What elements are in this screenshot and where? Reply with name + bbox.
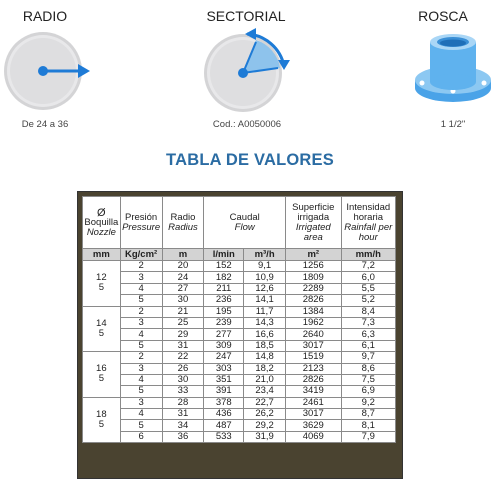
- header-pressure: [120, 197, 162, 249]
- table-cell: 26,2: [244, 409, 286, 420]
- table-cell: 152: [204, 261, 244, 272]
- table-cell: 1384: [286, 306, 341, 317]
- header-nozzle-es: Boquilla: [84, 216, 119, 228]
- table-cell: 8,7: [341, 409, 396, 420]
- table-cell: 31: [162, 409, 204, 420]
- table-cell: 3017: [286, 409, 341, 420]
- sector-icon: [198, 28, 298, 118]
- table-cell: 1809: [286, 272, 341, 283]
- values-table: [82, 196, 396, 443]
- header-area-en: Irrigated area: [295, 221, 331, 243]
- table-cell: 236: [204, 295, 244, 306]
- table-cell: 3: [120, 317, 162, 328]
- table-title: TABLA DE VALORES: [166, 151, 334, 169]
- table-cell: 4: [120, 374, 162, 385]
- table-cell: 33: [162, 386, 204, 397]
- table-cell: 5: [120, 386, 162, 397]
- table-cell: 14,1: [244, 295, 286, 306]
- table-cell: 34: [162, 420, 204, 431]
- table-cell: 2461: [286, 397, 341, 408]
- table-row: [83, 363, 396, 374]
- nozzle-cell: 12 5: [83, 261, 121, 307]
- table-row: [83, 340, 396, 351]
- table-cell: 6,3: [341, 329, 396, 340]
- table-cell: 29: [162, 329, 204, 340]
- table-cell: 6: [120, 431, 162, 442]
- table-cell: 3: [120, 363, 162, 374]
- rosca-title: ROSCA: [418, 8, 468, 24]
- header-pressure-es: Presión: [124, 211, 158, 223]
- table-cell: 23,4: [244, 386, 286, 397]
- table-cell: 4: [120, 409, 162, 420]
- header-nozzle-en: Nozzle: [86, 226, 116, 238]
- table-cell: 2123: [286, 363, 341, 374]
- header-row: [83, 197, 396, 249]
- table-row: [83, 261, 396, 272]
- header-pressure-en: Pressure: [122, 221, 161, 233]
- table-cell: 5,5: [341, 283, 396, 294]
- unit-cell: l/min: [204, 249, 244, 261]
- table-cell: 14,8: [244, 352, 286, 363]
- nozzle-cell: 18 5: [83, 397, 121, 443]
- header-nozzle: [83, 197, 121, 249]
- table-cell: 3419: [286, 386, 341, 397]
- table-cell: 6,9: [341, 386, 396, 397]
- thread-fitting-icon: [408, 28, 498, 118]
- table-row: [83, 306, 396, 317]
- table-row: [83, 272, 396, 283]
- units-row: [83, 249, 396, 261]
- table-cell: 1256: [286, 261, 341, 272]
- table-cell: 36: [162, 431, 204, 442]
- table-cell: 22,7: [244, 397, 286, 408]
- table-cell: 303: [204, 363, 244, 374]
- sectorial-caption: Cod.: A0050006: [212, 119, 282, 130]
- table-cell: 3: [120, 272, 162, 283]
- table-cell: 22: [162, 352, 204, 363]
- table-cell: 4: [120, 283, 162, 294]
- table-cell: 27: [162, 283, 204, 294]
- radio-caption: De 24 a 36: [21, 119, 69, 130]
- table-cell: 7,3: [341, 317, 396, 328]
- table-cell: 6,1: [341, 340, 396, 351]
- header-radius-en: Radius: [168, 221, 198, 233]
- table-cell: 16,6: [244, 329, 286, 340]
- header-radius-es: Radio: [170, 211, 196, 223]
- rosca-caption: 1 1/2": [440, 119, 466, 130]
- table-cell: 2: [120, 261, 162, 272]
- header-flow-es: Caudal: [229, 211, 260, 223]
- table-cell: 9,1: [244, 261, 286, 272]
- table-cell: 26: [162, 363, 204, 374]
- header-flow: [204, 197, 286, 249]
- table-cell: 12,6: [244, 283, 286, 294]
- table-cell: 30: [162, 295, 204, 306]
- table-cell: 9,7: [341, 352, 396, 363]
- table-cell: 11,7: [244, 306, 286, 317]
- table-row: [83, 295, 396, 306]
- nozzle-cell: 16 5: [83, 352, 121, 398]
- table-cell: 277: [204, 329, 244, 340]
- table-cell: 2640: [286, 329, 341, 340]
- unit-cell: m²: [286, 249, 341, 261]
- table-cell: 31,9: [244, 431, 286, 442]
- table-row: [83, 329, 396, 340]
- table-cell: 21: [162, 306, 204, 317]
- header-rainfall-es: Intensidad horaria: [346, 201, 391, 223]
- table-cell: 351: [204, 374, 244, 385]
- table-cell: 5: [120, 295, 162, 306]
- table-cell: 5: [120, 420, 162, 431]
- table-cell: 8,4: [341, 306, 396, 317]
- table-cell: 309: [204, 340, 244, 351]
- table-cell: 18,5: [244, 340, 286, 351]
- table-cell: 10,9: [244, 272, 286, 283]
- unit-cell: m³/h: [244, 249, 286, 261]
- header-flow-en: Flow: [234, 221, 255, 233]
- table-cell: 2826: [286, 295, 341, 306]
- table-row: [83, 374, 396, 385]
- header-rainfall-en: Rainfall per hour: [344, 221, 393, 243]
- table-cell: 9,2: [341, 397, 396, 408]
- nozzle-cell: 14 5: [83, 306, 121, 352]
- table-cell: 21,0: [244, 374, 286, 385]
- table-row: [83, 409, 396, 420]
- table-cell: 378: [204, 397, 244, 408]
- radius-icon: [0, 28, 100, 118]
- table-row: [83, 431, 396, 442]
- table-cell: 18,2: [244, 363, 286, 374]
- diameter-symbol: Ø: [97, 206, 106, 219]
- table-cell: 14,3: [244, 317, 286, 328]
- table-cell: 4: [120, 329, 162, 340]
- table-cell: 7,2: [341, 261, 396, 272]
- table-body: [83, 261, 396, 443]
- table-cell: 533: [204, 431, 244, 442]
- table-cell: 3017: [286, 340, 341, 351]
- table-cell: 29,2: [244, 420, 286, 431]
- table-cell: 7,5: [341, 374, 396, 385]
- table-cell: 2826: [286, 374, 341, 385]
- table-cell: 4069: [286, 431, 341, 442]
- table-cell: 182: [204, 272, 244, 283]
- table-cell: 8,1: [341, 420, 396, 431]
- table-cell: 30: [162, 374, 204, 385]
- table-cell: 8,6: [341, 363, 396, 374]
- header-rainfall: [341, 197, 396, 249]
- unit-cell: m: [162, 249, 204, 261]
- unit-cell: mm/h: [341, 249, 396, 261]
- table-cell: 5: [120, 340, 162, 351]
- header-radius: [162, 197, 204, 249]
- table-cell: 1519: [286, 352, 341, 363]
- table-row: [83, 352, 396, 363]
- table-row: [83, 420, 396, 431]
- table-cell: 7,9: [341, 431, 396, 442]
- table-cell: 2289: [286, 283, 341, 294]
- table-cell: 5,2: [341, 295, 396, 306]
- table-cell: 25: [162, 317, 204, 328]
- table-cell: 211: [204, 283, 244, 294]
- table-cell: 1962: [286, 317, 341, 328]
- table-cell: 247: [204, 352, 244, 363]
- table-cell: 195: [204, 306, 244, 317]
- table-row: [83, 317, 396, 328]
- radio-title: RADIO: [22, 8, 68, 24]
- table-cell: 6,0: [341, 272, 396, 283]
- table-cell: 2: [120, 352, 162, 363]
- table-cell: 3629: [286, 420, 341, 431]
- table-cell: 3: [120, 397, 162, 408]
- table-row: [83, 397, 396, 408]
- header-area-es: Superficie irrigada: [292, 201, 335, 223]
- table-cell: 28: [162, 397, 204, 408]
- table-cell: 487: [204, 420, 244, 431]
- table-cell: 391: [204, 386, 244, 397]
- unit-cell: Kg/cm²: [120, 249, 162, 261]
- unit-cell: mm: [83, 249, 121, 261]
- table-cell: 20: [162, 261, 204, 272]
- table-cell: 24: [162, 272, 204, 283]
- table-cell: 31: [162, 340, 204, 351]
- table-row: [83, 283, 396, 294]
- sectorial-title: SECTORIAL: [206, 8, 286, 24]
- table-cell: 239: [204, 317, 244, 328]
- table-cell: 436: [204, 409, 244, 420]
- table-row: [83, 386, 396, 397]
- header-area: [286, 197, 341, 249]
- table-cell: 2: [120, 306, 162, 317]
